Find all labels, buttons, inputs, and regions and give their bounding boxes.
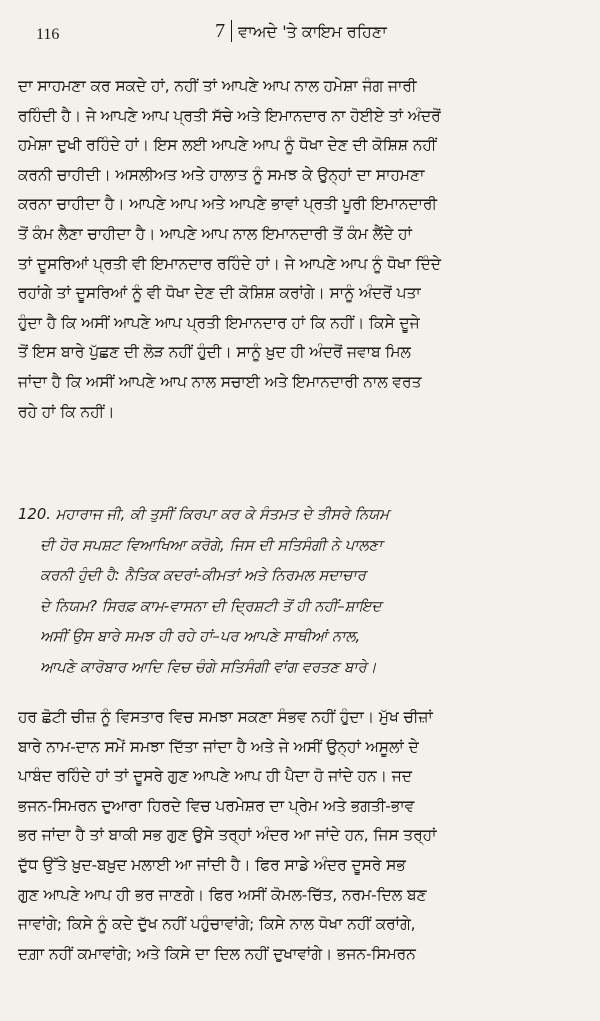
question-line: ਆਪਣੇ ਕਾਰੋਬਾਰ ਆਦਿ ਵਿਚ ਚੰਗੇ ਸਤਿਸੰਗੀ ਵਾਂਗ ਵਰਤਣ ਬਾਰੇ। [40, 658, 377, 676]
question-line: 120. ਮਹਾਰਾਜ ਜੀ, ਕੀ ਤੁਸੀਂ ਕਿਰਪਾ ਕਰ ਕੇ ਸੰਤਮਤ ਦੇ ਤੀਸਰੇ ਨਿਯਮ [18, 506, 390, 523]
text-line: ਹੁੰਦਾ ਹੈ ਕਿ ਅਸੀਂ ਆਪਣੇ ਆਪ ਪ੍ਰਤੀ ਇਮਾਨਦਾਰ ਹਾਂ ਕਿ ਨਹੀਂ। ਕਿਸੇ ਦੂਜੇ [18, 313, 420, 332]
text-line: ਹਮੇਸ਼ਾ ਦੁਖੀ ਰਹਿੰਦੇ ਹਾਂ। ਇਸ ਲਈ ਆਪਣੇ ਆਪ ਨੂੰ ਧੋਖਾ ਦੇਣ ਦੀ ਕੋਸ਼ਿਸ਼ ਨਹੀਂ [18, 136, 437, 155]
text-line: ਕਰਨੀ ਚਾਹੀਦੀ। ਅਸਲੀਅਤ ਅਤੇ ਹਾਲਾਤ ਨੂੰ ਸਮਝ ਕੇ ਉਨ੍ਹਾਂ ਦਾ ਸਾਹਮਣਾ [18, 165, 425, 184]
chapter-title: ਵਾਅਦੇ 'ਤੇ ਕਾਇਮ ਰਹਿਣਾ [238, 22, 387, 41]
text-line: ਦਗ਼ਾ ਨਹੀਂ ਕਮਾਵਾਂਗੇ; ਅਤੇ ਕਿਸੇ ਦਾ ਦਿਲ ਨਹੀਂ ਦੁਖਾਵਾਂਗੇ। ਭਜਨ-ਸਿਮਰਨ [18, 944, 416, 963]
text-line: ਰਹੇ ਹਾਂ ਕਿ ਨਹੀਂ। [18, 402, 115, 421]
question-line: ਕਰਨੀ ਹੁੰਦੀ ਹੈ: ਨੈਤਿਕ ਕਦਰਾਂ-ਕੀਮਤਾਂ ਅਤੇ ਨਿਰਮਲ ਸਦਾਚਾਰ [40, 567, 366, 584]
text-line: ਭਰ ਜਾਂਦਾ ਹੈ ਤਾਂ ਬਾਕੀ ਸਭ ਗੁਣ ਉਸੇ ਤਰ੍ਹਾਂ ਅੰਦਰ ਆ ਜਾਂਦੇ ਹਨ, ਜਿਸ ਤਰ੍ਹਾਂ [18, 826, 437, 845]
question-line: ਅਸੀਂ ਉਸ ਬਾਰੇ ਸਮਝ ਹੀ ਰਹੇ ਹਾਂ–ਪਰ ਆਪਣੇ ਸਾਥੀਆਂ ਨਾਲ, [40, 628, 361, 645]
text-line: ਦੁੱਧ ਉੱਤੇ ਖ਼ੁਦ-ਬਖ਼ੁਦ ਮਲਾਈ ਆ ਜਾਂਦੀ ਹੈ। ਫਿਰ ਸਾਡੇ ਅੰਦਰ ਦੂਸਰੇ ਸਭ [18, 855, 406, 874]
text-line: ਬਾਰੇ ਨਾਮ-ਦਾਨ ਸਮੇਂ ਸਮਝਾ ਦਿੱਤਾ ਜਾਂਦਾ ਹੈ ਅਤੇ ਜੇ ਅਸੀਂ ਉਨ੍ਹਾਂ ਅਸੂਲਾਂ ਦੇ [18, 737, 419, 756]
paragraph-2 [18, 703, 586, 969]
text-line: ਰਹਿੰਦੀ ਹੈ। ਜੇ ਆਪਣੇ ਆਪ ਪ੍ਰਤੀ ਸੱਚੇ ਅਤੇ ਇਮਾਨਦਾਰ ਨਾ ਹੋਈਏ ਤਾਂ ਅੰਦਰੋਂ [18, 106, 441, 125]
chapter-number: 7 [215, 20, 232, 42]
question-line: ਦੀ ਹੋਰ ਸਪਸ਼ਟ ਵਿਆਖਿਆ ਕਰੋਗੇ, ਜਿਸ ਦੀ ਸਤਿਸੰਗੀ ਨੇ ਪਾਲਣਾ [40, 536, 383, 554]
text-line: ਭਜਨ-ਸਿਮਰਨ ਦੁਆਰਾ ਹਿਰਦੇ ਵਿਚ ਪਰਮੇਸ਼ਰ ਦਾ ਪ੍ਰੇਮ ਅਤੇ ਭਗਤੀ-ਭਾਵ [18, 796, 415, 815]
text-line: ਰਹਾਂਗੇ ਤਾਂ ਦੂਸਰਿਆਂ ਨੂੰ ਵੀ ਧੋਖਾ ਦੇਣ ਦੀ ਕੋਸ਼ਿਸ਼ ਕਰਾਂਗੇ। ਸਾਨੂੰ ਅੰਦਰੋਂ ਪਤਾ [18, 284, 421, 303]
text-line: ਹਰ ਛੋਟੀ ਚੀਜ਼ ਨੂੰ ਵਿਸਤਾਰ ਵਿਚ ਸਮਝਾ ਸਕਣਾ ਸੰਭਵ ਨਹੀਂ ਹੁੰਦਾ। ਮੁੱਖ ਚੀਜ਼ਾਂ [18, 708, 433, 726]
page-header [18, 0, 584, 60]
text-line: ਗੁਣ ਆਪਣੇ ਆਪ ਹੀ ਭਰ ਜਾਣਗੇ। ਫਿਰ ਅਸੀਂ ਕੋਮਲ-ਚਿੱਤ, ਨਰਮ-ਦਿਲ ਬਣ [18, 885, 427, 904]
text-line: ਜਾਵਾਂਗੇ; ਕਿਸੇ ਨੂੰ ਕਦੇ ਦੁੱਖ ਨਹੀਂ ਪਹੁੰਚਾਵਾਂਗੇ; ਕਿਸੇ ਨਾਲ ਧੋਖਾ ਨਹੀਂ ਕਰਾਂਗੇ, [18, 915, 416, 934]
question-120 [18, 500, 586, 683]
text-line: ਤਾਂ ਦੂਸਰਿਆਂ ਪ੍ਰਤੀ ਵੀ ਇਮਾਨਦਾਰ ਰਹਿੰਦੇ ਹਾਂ। ਜੇ ਆਪਣੇ ਆਪ ਨੂੰ ਧੋਖਾ ਦਿੰਦੇ [18, 254, 441, 273]
text-line: ਤੋਂ ਇਸ ਬਾਰੇ ਪੁੱਛਣ ਦੀ ਲੋੜ ਨਹੀਂ ਹੁੰਦੀ। ਸਾਨੂੰ ਖ਼ੁਦ ਹੀ ਅੰਦਰੋਂ ਜਵਾਬ ਮਿਲ [18, 343, 411, 362]
text-line: ਦਾ ਸਾਹਮਣਾ ਕਰ ਸਕਦੇ ਹਾਂ, ਨਹੀਂ ਤਾਂ ਆਪਣੇ ਆਪ ਨਾਲ ਹਮੇਸ਼ਾ ਜੰਗ ਜਾਰੀ [18, 77, 417, 95]
page-number: 116 [36, 26, 60, 43]
running-head [18, 20, 584, 43]
text-line: ਕਰਨਾ ਚਾਹੀਦਾ ਹੈ। ਆਪਣੇ ਆਪ ਅਤੇ ਆਪਣੇ ਭਾਵਾਂ ਪ੍ਰਤੀ ਪੂਰੀ ਇਮਾਨਦਾਰੀ [18, 195, 437, 214]
text-line: ਪਾਬੰਦ ਰਹਿੰਦੇ ਹਾਂ ਤਾਂ ਦੂਸਰੇ ਗੁਣ ਆਪਣੇ ਆਪ ਹੀ ਪੈਦਾ ਹੋ ਜਾਂਦੇ ਹਨ। ਜਦ [18, 767, 412, 786]
text-line: ਜਾਂਦਾ ਹੈ ਕਿ ਅਸੀਂ ਆਪਣੇ ਆਪ ਨਾਲ ਸਚਾਈ ਅਤੇ ਇਮਾਨਦਾਰੀ ਨਾਲ ਵਰਤ [18, 372, 422, 391]
text-line: ਤੋਂ ਕੰਮ ਲੈਣਾ ਚਾਹੀਦਾ ਹੈ। ਆਪਣੇ ਆਪ ਨਾਲ ਇਮਾਨਦਾਰੀ ਤੋਂ ਕੰਮ ਲੈਂਦੇ ਹਾਂ [18, 224, 412, 243]
question-line: ਦੇ ਨਿਯਮ? ਸਿਰਫ਼ ਕਾਮ-ਵਾਸਨਾ ਦੀ ਦ੍ਰਿਸ਼ਟੀ ਤੋਂ ਹੀ ਨਹੀਂ–ਸ਼ਾਇਦ [40, 597, 382, 615]
paragraph-1 [18, 72, 586, 427]
